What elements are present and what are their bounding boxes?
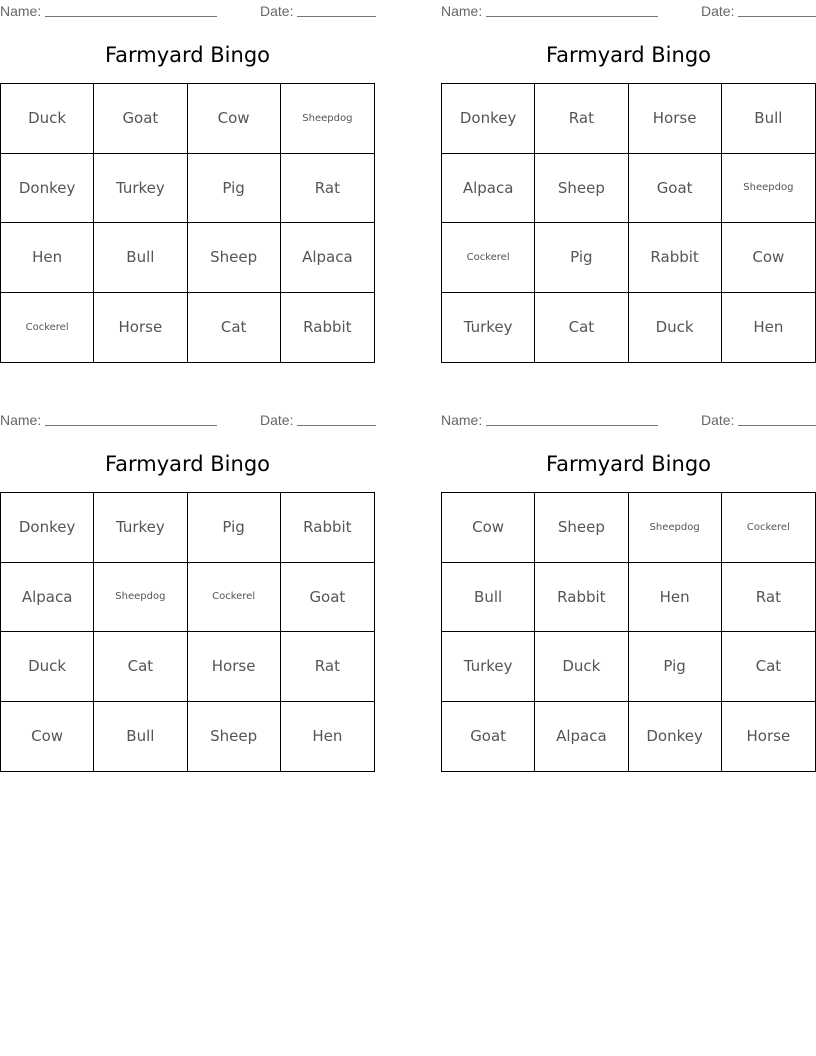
name-blank-line <box>486 425 658 426</box>
name-blank-line <box>45 16 217 17</box>
name-blank-line <box>486 16 658 17</box>
bingo-cell: Turkey <box>442 632 535 702</box>
bingo-cell: Rat <box>722 563 815 633</box>
bingo-cell: Bull <box>442 563 535 633</box>
bingo-cell: Cockerel <box>1 293 94 363</box>
bingo-cell: Donkey <box>442 84 535 154</box>
bingo-cell: Cat <box>535 293 628 363</box>
bingo-cell: Rabbit <box>303 318 352 337</box>
bingo-card <box>0 409 376 784</box>
bingo-cell: Cat <box>94 632 187 702</box>
bingo-cell: Cockerel <box>442 223 535 293</box>
date-label: Date: <box>260 3 294 19</box>
bingo-cell: Alpaca <box>1 563 94 633</box>
date-blank-line <box>738 425 816 426</box>
bingo-cell: Goat <box>442 702 535 772</box>
card-title: Farmyard Bingo <box>104 43 271 67</box>
bingo-cell: Rabbit <box>629 223 722 293</box>
bingo-cell: Alpaca <box>442 154 535 224</box>
bingo-grid <box>0 492 375 772</box>
bingo-cell: Rat <box>281 154 374 224</box>
bingo-cell: Alpaca <box>281 223 374 293</box>
bingo-cell: Sheep <box>188 702 281 772</box>
bingo-cell: Cow <box>442 493 535 563</box>
bingo-grid <box>0 83 375 363</box>
bingo-card <box>0 0 376 375</box>
bingo-cell: Rat <box>535 84 628 154</box>
bingo-cell: Goat <box>281 563 374 633</box>
name-blank-line <box>45 425 217 426</box>
name-label: Name: <box>0 412 42 428</box>
bingo-cell: Rabbit <box>535 563 628 633</box>
date-blank-line <box>297 16 376 17</box>
bingo-cell: Alpaca <box>535 702 628 772</box>
bingo-grid <box>441 492 816 772</box>
date-label: Date: <box>260 412 294 428</box>
bingo-cell: Goat <box>629 154 722 224</box>
card-title: Farmyard Bingo <box>545 43 712 67</box>
card-title: Farmyard Bingo <box>545 452 712 476</box>
bingo-cell: Horse <box>188 632 281 702</box>
bingo-cell: Turkey <box>94 154 187 224</box>
bingo-cell: Duck <box>535 632 628 702</box>
bingo-cell: Horse <box>629 84 722 154</box>
bingo-cell: Sheep <box>188 223 281 293</box>
bingo-cell: Pig <box>188 154 281 224</box>
bingo-cell: Sheep <box>535 154 628 224</box>
bingo-grid <box>441 83 816 363</box>
bingo-cell: Hen <box>753 318 784 337</box>
bingo-cell: Sheepdog <box>281 84 374 154</box>
bingo-cell: Hen <box>1 223 94 293</box>
bingo-card <box>441 409 816 784</box>
bingo-cell: Hen <box>312 727 343 746</box>
bingo-cell: Bull <box>94 223 187 293</box>
bingo-cell: Bull <box>722 84 815 154</box>
bingo-cell: Cockerel <box>188 563 281 633</box>
bingo-cell: Cow <box>1 702 94 772</box>
bingo-cell: Rabbit <box>281 493 374 563</box>
bingo-cell: Cat <box>722 632 815 702</box>
bingo-cell: Pig <box>535 223 628 293</box>
bingo-cell: Donkey <box>1 493 94 563</box>
date-blank-line <box>297 425 376 426</box>
bingo-cell: Bull <box>94 702 187 772</box>
date-label: Date: <box>701 3 735 19</box>
bingo-cell: Duck <box>1 632 94 702</box>
name-label: Name: <box>0 3 42 19</box>
bingo-cell: Donkey <box>1 154 94 224</box>
date-label: Date: <box>701 412 735 428</box>
bingo-cell: Donkey <box>629 702 722 772</box>
bingo-cell: Cow <box>188 84 281 154</box>
bingo-cell: Goat <box>94 84 187 154</box>
bingo-cell: Duck <box>1 84 94 154</box>
card-title: Farmyard Bingo <box>104 452 271 476</box>
bingo-cell: Sheepdog <box>629 493 722 563</box>
bingo-cell: Horse <box>94 293 187 363</box>
bingo-cell: Sheep <box>535 493 628 563</box>
bingo-cell: Pig <box>629 632 722 702</box>
bingo-cell: Cockerel <box>722 493 815 563</box>
bingo-cell: Sheepdog <box>94 563 187 633</box>
name-label: Name: <box>441 412 483 428</box>
bingo-cell: Horse <box>746 727 791 746</box>
bingo-cell: Rat <box>281 632 374 702</box>
bingo-cell: Turkey <box>94 493 187 563</box>
name-label: Name: <box>441 3 483 19</box>
bingo-cell: Cat <box>188 293 281 363</box>
bingo-cell: Turkey <box>442 293 535 363</box>
bingo-cell: Sheepdog <box>722 154 815 224</box>
bingo-card <box>441 0 816 375</box>
bingo-cell: Hen <box>629 563 722 633</box>
bingo-cell: Pig <box>188 493 281 563</box>
date-blank-line <box>738 16 816 17</box>
bingo-cell: Duck <box>629 293 722 363</box>
bingo-cell: Cow <box>722 223 815 293</box>
